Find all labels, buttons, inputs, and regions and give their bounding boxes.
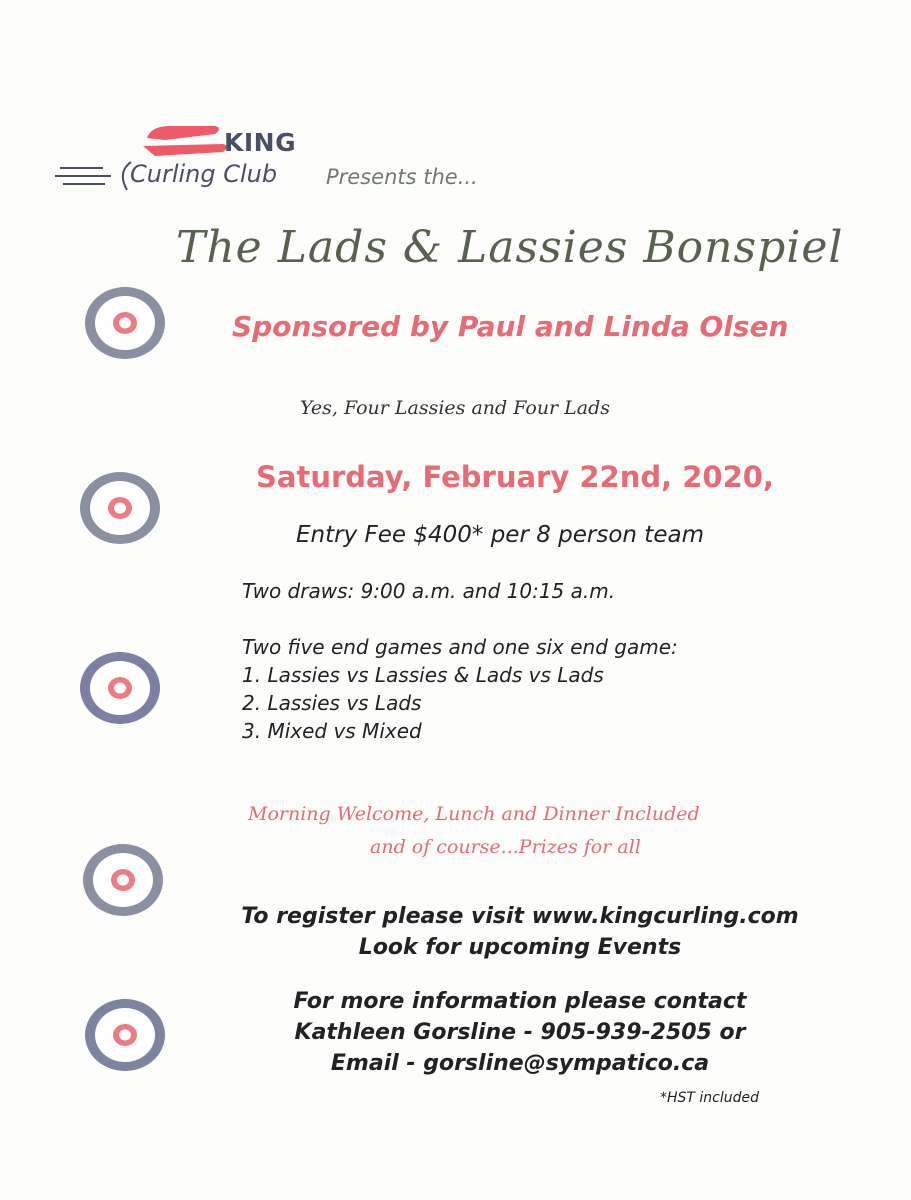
register-line: To register please visit www.kingcurling.com <box>241 904 799 929</box>
list-item: 2. Lassies vs Lads <box>242 691 422 715</box>
contact-line: For more information please contact <box>293 989 747 1014</box>
registration-info <box>240 901 800 963</box>
curling-house-icon <box>75 648 165 728</box>
sponsor-line: Sponsored by Paul and Linda Olsen <box>232 310 789 343</box>
event-date: Saturday, February 22nd, 2020, <box>256 460 774 494</box>
entry-fee: Entry Fee $400* per 8 person team <box>296 522 704 548</box>
games-list <box>242 633 678 745</box>
list-item: 1. Lassies vs Lassies & Lads vs Lads <box>242 663 604 687</box>
prizes-line: and of course...Prizes for all <box>370 836 641 858</box>
games-intro: Two five end games and one six end game: <box>242 635 678 659</box>
hst-footnote: *HST included <box>660 1090 760 1106</box>
contact-phone: Kathleen Gorsline - 905-939-2505 or <box>294 1020 746 1045</box>
logo-stone-handle <box>147 126 219 140</box>
contact-info <box>265 986 775 1079</box>
tagline: Yes, Four Lassies and Four Lads <box>300 397 611 419</box>
meals-line: Morning Welcome, Lunch and Dinner Included <box>248 803 700 825</box>
list-item: 3. Mixed vs Mixed <box>242 719 422 743</box>
curling-house-icon <box>80 283 170 363</box>
contact-email: Email - gorsline@sympatico.ca <box>330 1051 710 1076</box>
presents-text: Presents the... <box>326 165 478 189</box>
curling-house-icon <box>80 995 170 1075</box>
events-line: Look for upcoming Events <box>358 935 682 960</box>
curling-house-icon <box>78 840 168 920</box>
logo-curling-club-text: Curling Club <box>130 160 278 188</box>
meals-note <box>248 798 808 864</box>
event-title: The Lads & Lassies Bonspiel <box>176 222 844 273</box>
logo-king-text: KING <box>224 128 297 157</box>
logo-stone-top <box>143 144 227 156</box>
draw-times: Two draws: 9:00 a.m. and 10:15 a.m. <box>242 579 616 603</box>
curling-house-icon <box>75 468 165 548</box>
